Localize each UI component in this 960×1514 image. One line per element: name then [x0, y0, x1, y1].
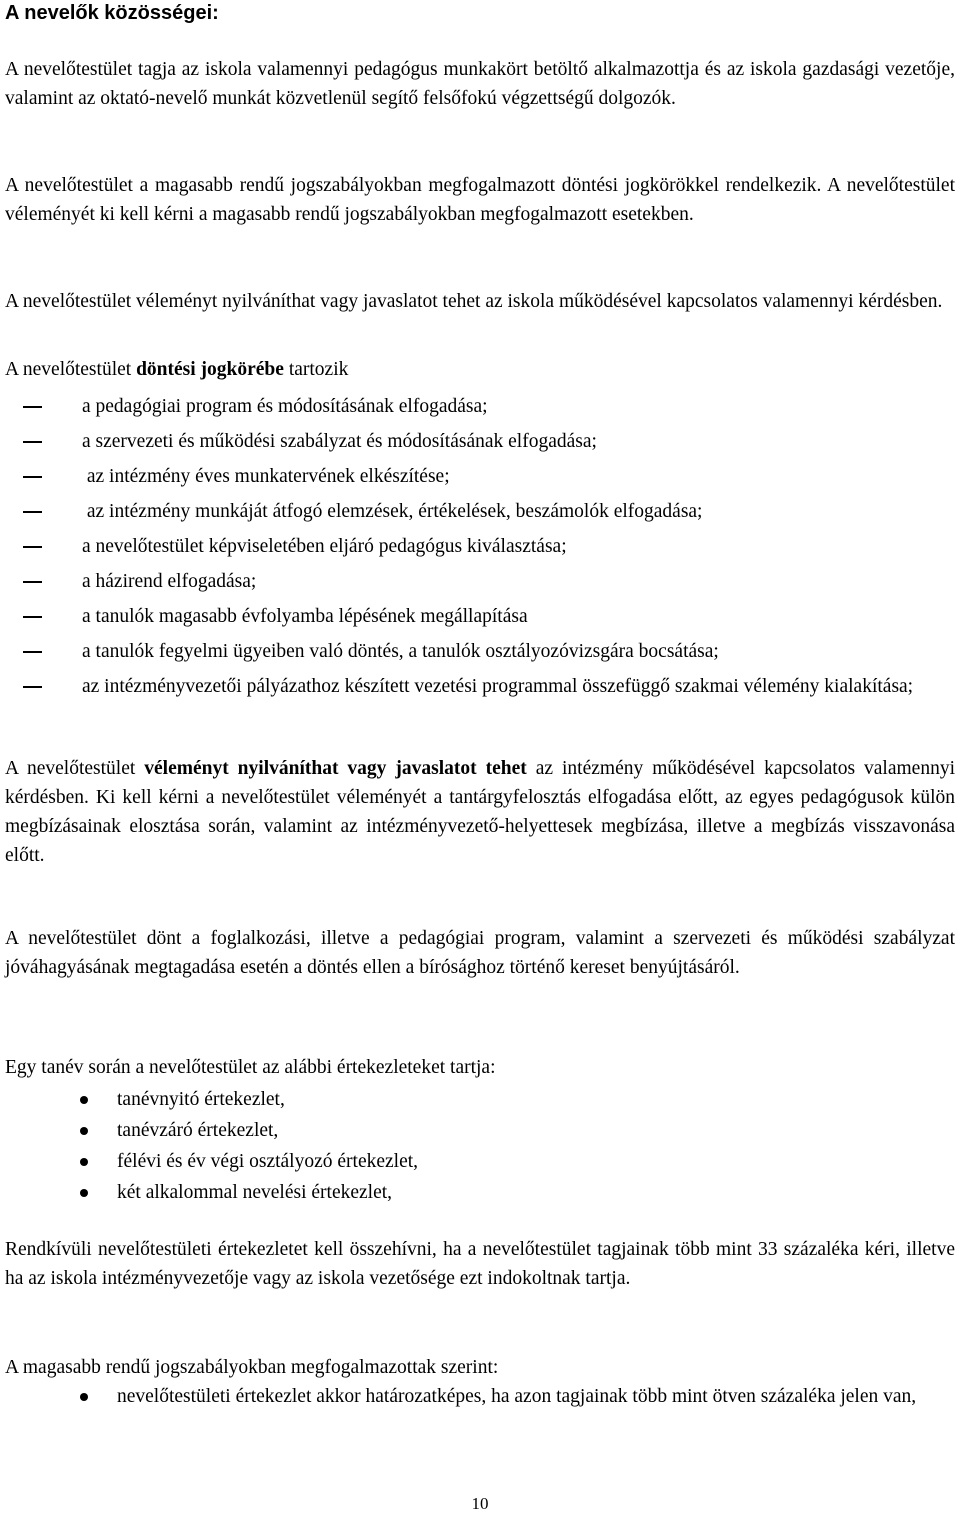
- page-number: 10: [471, 1494, 489, 1513]
- text-run: tartozik: [283, 359, 349, 380]
- dash-bullet-icon: [23, 476, 42, 478]
- list-item-text: tanévnyitó értekezlet,: [117, 1089, 285, 1110]
- dash-bullet-icon: [23, 651, 42, 653]
- bullet-icon: [80, 1189, 88, 1197]
- text-run: az intézmény működésével kapcsolatos valamennyi kérdésben. Ki kell kérni a nevelőtestület véleményét a tantárgyfelosztás elfogadása előtt, az egyes pedagógusok külön megbízásainak elosztása során, valamint az intézményvezető-helyettesek megbízása, illetve a megbízás visszavonása előtt.: [5, 758, 955, 866]
- bold-term: véleményt nyilváníthat vagy javaslatot tehet: [144, 758, 527, 779]
- paragraph-quorum-intro: A magasabb rendű jogszabályokban megfogalmazottak szerint:: [5, 1357, 499, 1378]
- bold-term: döntési jogkörébe: [136, 359, 284, 380]
- dash-bullet-icon: [23, 686, 42, 688]
- list-item-text: félévi és év végi osztályozó értekezlet,: [117, 1151, 419, 1172]
- list-item-text: két alkalommal nevelési értekezlet,: [117, 1182, 393, 1203]
- paragraph-decision-scope: [5, 355, 955, 384]
- bullet-icon: [80, 1127, 88, 1135]
- dash-bullet-icon: [23, 581, 42, 583]
- list-item-text: nevelőtestületi értekezlet akkor határozatképes, ha azon tagjainak több mint ötven százaléka jelen van,: [117, 1386, 917, 1407]
- paragraph-court-case: A nevelőtestület dönt a foglalkozási, illetve a pedagógiai program, valamint a szervezeti és működési szabályzat jóváhagyásának megtagadása esetén a döntés ellen a bírósághoz történő kereset benyújtásáról.: [5, 928, 955, 978]
- dash-bullet-icon: [23, 511, 42, 513]
- list-item-text: az intézmény éves munkatervének elkészítése;: [82, 466, 450, 487]
- list-item-text: a házirend elfogadása;: [82, 571, 257, 592]
- list-item-text: a nevelőtestület képviseletében eljáró pedagógus kiválasztása;: [82, 536, 567, 557]
- dash-bullet-icon: [23, 406, 42, 408]
- dash-bullet-icon: [23, 441, 42, 443]
- list-item-text: a pedagógiai program és módosításának elfogadása;: [82, 396, 488, 417]
- bullet-icon: [80, 1096, 88, 1104]
- bullet-icon: [80, 1158, 88, 1166]
- list-item-text: az intézményvezetői pályázathoz készített vezetési programmal összefüggő szakmai vélemény kialakítása;: [82, 676, 914, 697]
- paragraph-decision-rights: A nevelőtestület a magasabb rendű jogszabályokban megfogalmazott döntési jogkörökkel rendelkezik. A nevelőtestület véleményét ki kell kérni a magasabb rendű jogszabályokban megfogalmazott esetekben.: [5, 175, 955, 225]
- list-item-text: az intézmény munkáját átfogó elemzések, értékelések, beszámolók elfogadása;: [82, 501, 703, 522]
- list-item-text: tanévzáró értekezlet,: [117, 1120, 279, 1141]
- bullet-icon: [80, 1393, 88, 1401]
- dash-bullet-icon: [23, 546, 42, 548]
- paragraph-opinion: A nevelőtestület véleményt nyilváníthat vagy javaslatot tehet az iskola működésével kapcsolatos valamennyi kérdésben.: [5, 291, 943, 312]
- section-heading: A nevelők közösségei:: [5, 2, 219, 24]
- list-item-text: a szervezeti és működési szabályzat és módosításának elfogadása;: [82, 431, 597, 452]
- paragraph-meetings-intro: Egy tanév során a nevelőtestület az alábbi értekezleteket tartja:: [5, 1057, 496, 1078]
- text-run: A nevelőtestület: [5, 359, 137, 380]
- list-item-text: a tanulók magasabb évfolyamba lépésének megállapítása: [82, 606, 528, 627]
- paragraph-opinion-scope: [5, 754, 955, 870]
- list-item-text: a tanulók fegyelmi ügyeiben való döntés, a tanulók osztályozóvizsgára bocsátása;: [82, 641, 719, 662]
- paragraph-extraordinary-meeting: Rendkívüli nevelőtestületi értekezletet kell összehívni, ha a nevelőtestület tagjainak több mint 33 százaléka kéri, illetve ha az iskola intézményvezetője vagy az iskola vezetősége ezt indokoltnak tartja.: [5, 1239, 955, 1289]
- text-run: A nevelőtestület: [5, 758, 145, 779]
- dash-bullet-icon: [23, 616, 42, 618]
- paragraph-members: A nevelőtestület tagja az iskola valamennyi pedagógus munkakört betöltő alkalmazottja és az iskola gazdasági vezetője, valamint az oktató-nevelő munkát közvetlenül segítő felsőfokú végzettségű dolgozók.: [5, 59, 955, 109]
